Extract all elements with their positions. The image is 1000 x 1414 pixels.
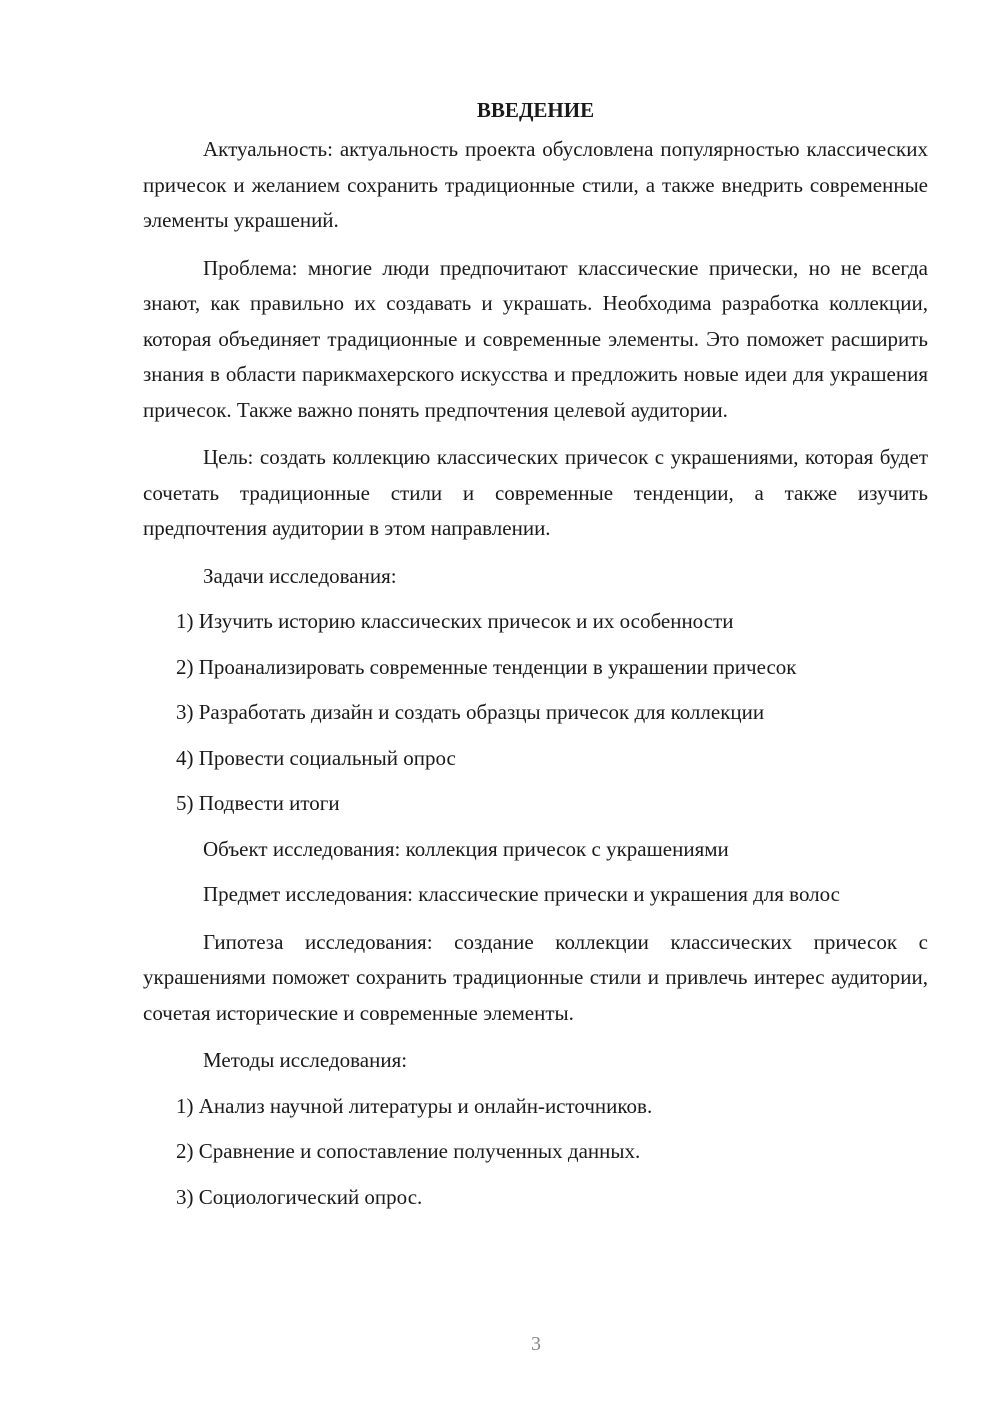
list-item: 4) Провести социальный опрос — [176, 745, 456, 770]
list-item: 3) Разработать дизайн и создать образцы причесок для коллекции — [176, 700, 765, 724]
subject-paragraph: Предмет исследования: классические прически и украшения для волос — [203, 882, 840, 906]
list-item: 2) Проанализировать современные тенденции в украшении причесок — [176, 654, 797, 679]
list-item: 3) Социологический опрос. — [176, 1184, 423, 1209]
page-title: ВВЕДЕНИЕ — [476, 98, 595, 122]
problem-paragraph: Проблема: многие люди предпочитают классические прически, но не всегда знают, как правильно их создавать и украшать. Необходима разработка коллекции, которая объединяет традиционные и современные элементы. Это поможет расширить знания в области парикмахерского искусства и предложить новые идеи для украшения причесок. Также важно понять предпочтения целевой аудитории. — [143, 255, 928, 422]
list-item: 1) Изучить историю классических причесок и их особенности — [176, 609, 734, 633]
methods-list — [143, 1089, 928, 1216]
object-paragraph: Объект исследования: коллекция причесок с украшениями — [203, 836, 729, 861]
list-item: 2) Сравнение и сопоставление полученных данных. — [176, 1139, 641, 1163]
relevance-paragraph: Актуальность: актуальность проекта обусловлена популярностью классических причесок и желанием сохранить традиционные стили, а также внедрить современные элементы украшений. — [143, 137, 928, 232]
list-item: 1) Анализ научной литературы и онлайн-источников. — [176, 1093, 653, 1118]
document-page — [143, 92, 928, 1225]
list-item: 5) Подвести итоги — [176, 791, 340, 815]
tasks-heading: Задачи исследования: — [203, 563, 397, 588]
hypothesis-paragraph: Гипотеза исследования: создание коллекции классических причесок с украшениями поможет сохранить традиционные стили и привлечь интерес аудитории, сочетая исторические и современные элементы. — [143, 929, 928, 1025]
tasks-list — [143, 604, 928, 822]
goal-paragraph: Цель: создать коллекцию классических причесок с украшениями, которая будет сочетать традиционные стили и современные тенденции, а также изучить предпочтения аудитории в этом направлении. — [143, 445, 928, 540]
page-number: 3 — [531, 1333, 541, 1355]
methods-heading: Методы исследования: — [203, 1048, 408, 1072]
